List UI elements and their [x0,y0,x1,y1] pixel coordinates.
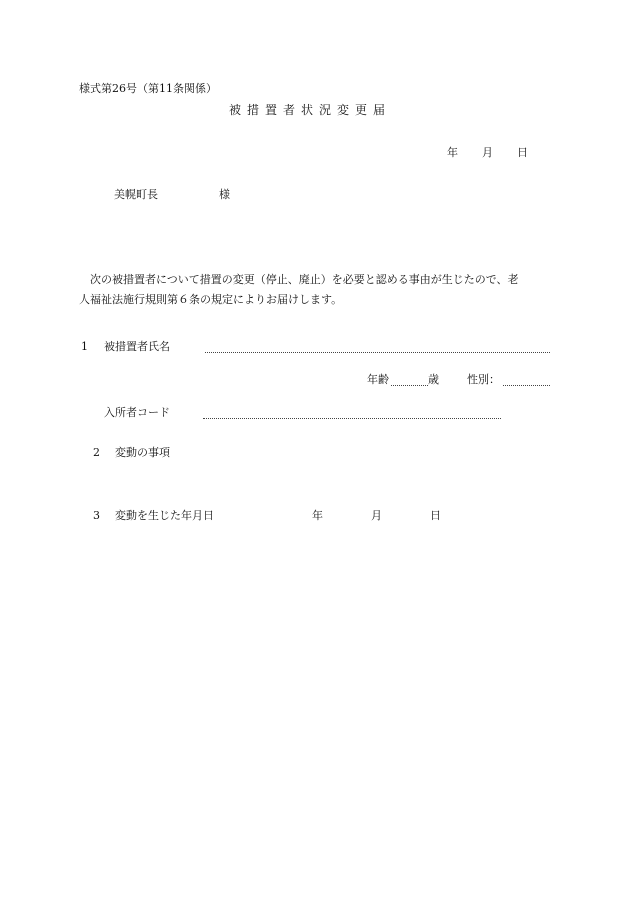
date-month-label: 月 [482,146,493,159]
sex-label: 性別： [467,373,500,386]
resident-name-field[interactable] [205,352,550,353]
resident-code-label: 入所者コード [104,406,170,419]
item1-number: 1 [81,340,88,353]
item2-label: 変動の事項 [115,446,170,459]
date-day-label: 日 [517,146,528,159]
age-label: 年齢 [367,373,389,386]
date-year-label: 年 [447,146,458,159]
form-number: 様式第26号（第11条関係） [79,82,217,95]
item3-number: 3 [93,509,100,522]
item2-number: 2 [93,446,100,459]
body-text-line1: 次の被措置者について措置の変更（停止、廃止）を必要と認める事由が生じたので、老 [90,273,519,286]
body-text-line2: 人福祉法施行規則第６条の規定によりお届けします。 [79,293,343,306]
item1-label: 被措置者氏名 [104,340,170,353]
age-unit: 歳 [428,373,439,386]
page-title: 被措置者状況変更届 [229,103,392,117]
item3-year-label: 年 [312,509,323,522]
sex-field[interactable] [503,385,550,386]
item3-label: 変動を生じた年月日 [115,509,214,522]
resident-code-field[interactable] [203,418,501,419]
addressee: 美幌町長 [114,188,158,201]
age-field[interactable] [391,385,428,386]
item3-day-label: 日 [430,509,441,522]
honorific: 様 [219,188,230,201]
item3-month-label: 月 [371,509,382,522]
